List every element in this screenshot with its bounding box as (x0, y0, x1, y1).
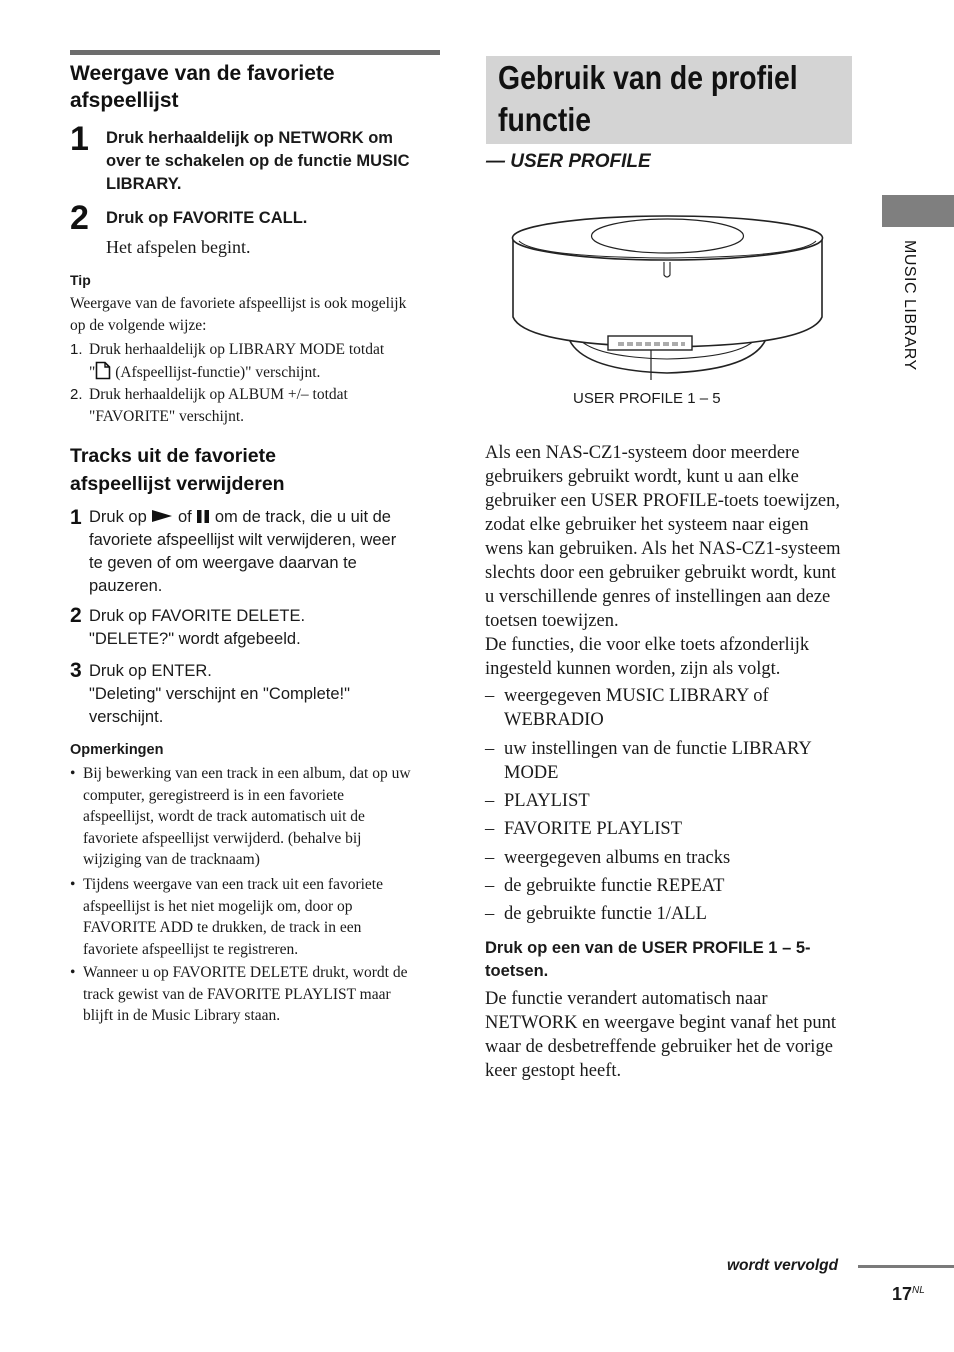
step-instruction (89, 506, 444, 598)
text-line: Druk op een van de USER PROFILE 1 – 5- (485, 939, 811, 957)
list-dash: – (485, 739, 495, 759)
text-line: gebruiker een USER PROFILE-toets toewijzen, (485, 491, 841, 511)
title-line: Gebruik van de profiel (498, 59, 798, 96)
body-paragraph (485, 441, 857, 681)
step-result: Het afspelen begint. (106, 237, 251, 257)
text-line: waar de desbetreffende gebruiker het de vorige (485, 1037, 833, 1057)
step-number: 2 (70, 604, 82, 627)
page-suffix: NL (912, 1285, 925, 1296)
text-line: de gebruikte functie 1/ALL (504, 904, 707, 924)
text-line: track gewist van de FAVORITE PLAYLIST maar (83, 985, 391, 1003)
text-line: Druk herhaaldelijk op NETWORK om (106, 129, 393, 147)
text-line: te geven of om weergave daarvan te (89, 554, 357, 572)
text-line: "FAVORITE" verschijnt. (89, 407, 245, 425)
text-line: "DELETE?" wordt afgebeeld. (89, 630, 301, 648)
continued-label: wordt vervolgd (727, 1257, 839, 1274)
heading-line: Tracks uit de favoriete (70, 445, 276, 467)
section-top-rule (70, 50, 440, 55)
step-instruction (106, 127, 446, 196)
list-number: 1. (70, 341, 83, 358)
list-dash: – (485, 876, 495, 896)
text-line: "Deleting" verschijnt en "Complete!" (89, 685, 350, 703)
list-number: 2. (70, 386, 83, 403)
heading-line: Weergave van de favoriete (70, 62, 335, 85)
text-line: favoriete afspeellijst verwijderd. (behalve bij (83, 829, 362, 847)
text-line: de gebruikte functie REPEAT (504, 876, 725, 896)
instruction-heading (485, 937, 857, 983)
text-line: u verschillende genres of instellingen aan deze (485, 587, 831, 607)
tip-list-item (70, 384, 445, 427)
text-line: keer gestopt heeft. (485, 1061, 622, 1081)
text-line: toetsen toewijzen. (485, 611, 619, 631)
text-line: blijft in de Music Library staan. (83, 1007, 281, 1024)
step-instruction (89, 605, 444, 651)
list-item (485, 817, 857, 841)
text-line: Druk op FAVORITE DELETE. (89, 607, 306, 625)
bullet: • (70, 876, 76, 893)
text-line: favoriete afspeellijst te registreren. (83, 940, 299, 958)
text-line: afspeellijst, wordt de track automatisch uit de (83, 808, 365, 825)
device-illustration (505, 205, 830, 380)
bullet: • (70, 964, 76, 981)
text-line: MODE (504, 763, 559, 783)
text-line: FAVORITE PLAYLIST (504, 819, 682, 839)
play-icon (151, 509, 173, 523)
text-line: verschijnt. (89, 708, 164, 726)
step-instruction: Druk op FAVORITE CALL. (106, 209, 308, 227)
text-line: pauzeren. (89, 577, 163, 595)
list-dash: – (485, 686, 495, 706)
heading-line: afspeellijst (70, 89, 179, 112)
note-item (70, 763, 445, 871)
text-line: PLAYLIST (504, 791, 590, 811)
text-line: Als een NAS-CZ1-systeem door meerdere (485, 443, 800, 463)
playlist-file-icon (95, 361, 111, 380)
step-number: 3 (70, 659, 82, 682)
list-dash: – (485, 791, 495, 811)
pause-icon (196, 510, 210, 523)
text-line: Druk herhaaldelijk op LIBRARY MODE totdat (89, 341, 385, 358)
heading-delete-tracks (70, 442, 285, 498)
text-line: slechts door een gebruiker gebruikt wordt, kunt (485, 563, 836, 583)
text-line: op de volgende wijze: (70, 316, 207, 334)
text-line: computer, geregistreerd is in een favoriete (83, 786, 345, 804)
text-line: Druk op of om de track, die u uit de (89, 508, 391, 526)
text-line: over te schakelen op de functie MUSIC (106, 152, 410, 170)
text-line: Wanneer u op FAVORITE DELETE drukt, wordt de (83, 964, 408, 981)
step-number: 1 (70, 120, 89, 158)
page-title (498, 57, 799, 141)
text-line: LIBRARY. (106, 175, 182, 193)
text-line: wens kan gebruiken. Als het NAS-CZ1-systeem (485, 539, 841, 559)
title-line: functie (498, 101, 592, 138)
text-line: De functie verandert automatisch naar (485, 989, 768, 1009)
text-line: uw instellingen van de functie LIBRARY (504, 739, 812, 759)
body-paragraph (485, 987, 857, 1083)
text-line: De functies, die voor elke toets afzonderlijk (485, 635, 810, 655)
text-line: Druk op ENTER. (89, 662, 212, 680)
text-line: zodat elke gebruiker het systeem naar eigen (485, 515, 809, 535)
tip-list-item (70, 339, 445, 383)
side-tab-marker (882, 195, 954, 227)
list-item (485, 737, 857, 785)
list-item (485, 846, 857, 870)
list-item (485, 789, 857, 813)
text-line: Druk herhaaldelijk op ALBUM +/– totdat (89, 386, 348, 403)
side-tab-label: MUSIC LIBRARY (901, 240, 918, 371)
list-dash: – (485, 904, 495, 924)
bullet: • (70, 765, 76, 782)
text-line: Bij bewerking van een track in een album, dat op uw (83, 765, 411, 782)
list-item (485, 902, 857, 926)
list-dash: – (485, 848, 495, 868)
text-line: Weergave van de favoriete afspeellijst is ook mogelijk (70, 295, 407, 312)
subtitle: — USER PROFILE (486, 151, 651, 172)
text-line: weergegeven albums en tracks (504, 848, 731, 868)
footer-rule (858, 1265, 954, 1268)
device-top-window (592, 219, 744, 253)
text-line: FAVORITE ADD te drukken, de track in een (83, 919, 362, 936)
text-line: weergegeven MUSIC LIBRARY of (504, 686, 769, 706)
text-line: wijziging van de tracknaam) (83, 851, 260, 868)
tip-text (70, 293, 445, 336)
list-item (485, 684, 857, 732)
heading-line: afspeellijst verwijderen (70, 473, 285, 495)
list-item (485, 874, 857, 898)
text-line: favoriete afspeellijst wilt verwijderen, weer (89, 531, 397, 549)
text-line: gebruikers gebruikt wordt, kunt u aan elke (485, 467, 799, 487)
step-instruction (89, 660, 444, 729)
figure-label: USER PROFILE 1 – 5 (573, 390, 721, 407)
heading-favorite-playback (70, 60, 335, 114)
text-line: toetsen. (485, 962, 549, 980)
text-line: afspeellijst is het niet mogelijk om, door op (83, 897, 353, 915)
text-line: " (Afspeellijst-functie)" verschijnt. (89, 361, 445, 384)
page-number: $17^{NL}$ (892, 1284, 925, 1304)
note-item (70, 874, 445, 960)
text-line: Tijdens weergave van een track uit een favoriete (83, 876, 383, 893)
note-item (70, 962, 445, 1027)
list-dash: – (485, 819, 495, 839)
step-number: 2 (70, 199, 89, 237)
text-line: WEBRADIO (504, 710, 604, 730)
tip-label: Tip (70, 272, 91, 288)
notes-label: Opmerkingen (70, 742, 164, 758)
step-number: 1 (70, 506, 82, 529)
text-line: NETWORK en weergave begint vanaf het punt (485, 1013, 837, 1033)
text-line: ingesteld kunnen worden, zijn als volgt. (485, 659, 781, 679)
